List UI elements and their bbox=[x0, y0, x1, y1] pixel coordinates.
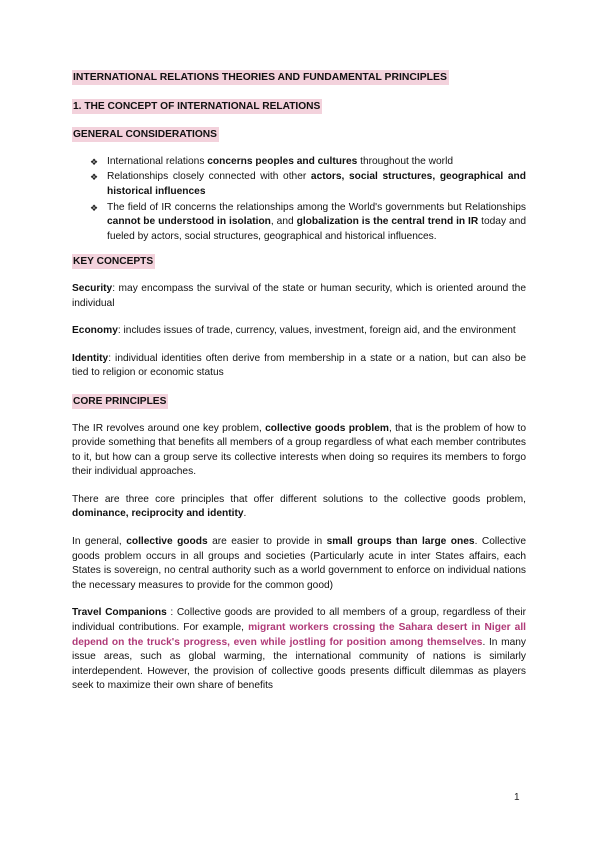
key-concept-identity: Identity: individual identities often derive from membership in a state or a nation, but can also be tied to religion or economic status bbox=[72, 352, 526, 379]
list-item: ❖ Relationships closely connected with other actors, social structures, geographical and historical influences bbox=[90, 171, 526, 197]
highlighted-example: migrant workers crossing the Sahara desert in Niger all depend on the truck's progress, even while jostling for position among themselves bbox=[72, 622, 526, 648]
page-content bbox=[72, 70, 526, 707]
page-number: 1 bbox=[514, 792, 520, 803]
key-concepts-heading: KEY CONCEPTS bbox=[73, 256, 154, 268]
list-item: ❖ The field of IR concerns the relationships among the World's governments but Relationships cannot be understood in isolation, and globalization is the central trend in IR today and fueled by actors, social structures, geographical and historical influences. bbox=[90, 201, 526, 242]
general-considerations-list bbox=[72, 155, 526, 245]
list-item: ❖ International relations concerns peoples and cultures throughout the world bbox=[90, 155, 526, 170]
core-paragraph-1: The IR revolves around one key problem, collective goods problem, that is the problem of how to provide something that benefits all members of a group regardless of what each member contributes to it, but how can a group serve its collective interests when doing so requires its members to forgo their individual approaches. bbox=[72, 422, 526, 478]
core-paragraph-4: Travel Companions : Collective goods are provided to all members of a group, regardless of their individual contributions. For example, migrant workers crossing the Sahara desert in Niger all depend on the truck's progress, even while jostling for position among themselves. In many issue areas, such as global warming, the international community of nations is similarly interdependent. However, the provision of collective goods presents difficult dilemmas as players seek to maximize their own share of benefits bbox=[72, 607, 526, 692]
key-concept-economy: Economy: includes issues of trade, currency, values, investment, foreign aid, and the environment bbox=[72, 325, 516, 337]
document-title: INTERNATIONAL RELATIONS THEORIES AND FUNDAMENTAL PRINCIPLES bbox=[73, 72, 447, 83]
core-paragraph-3: In general, collective goods are easier to provide in small groups than large ones. Collective goods problem occurs in all groups and societies (Particularly acute in inter States affairs, each States is sovereign, no central authority such as a world government to enforce on individual nations the necessary measures to provide for the common good) bbox=[72, 536, 526, 591]
core-paragraph-2: There are three core principles that offer different solutions to the collective goods problem, dominance, reciprocity and identity. bbox=[72, 493, 526, 520]
core-principles-heading: CORE PRINCIPLES bbox=[73, 395, 167, 407]
section-heading: 1. THE CONCEPT OF INTERNATIONAL RELATIONS bbox=[73, 100, 321, 112]
diamond-bullet-icon: ❖ bbox=[90, 202, 99, 213]
diamond-bullet-icon: ❖ bbox=[90, 172, 99, 183]
diamond-bullet-icon: ❖ bbox=[90, 156, 99, 167]
general-considerations-heading: GENERAL CONSIDERATIONS bbox=[73, 129, 217, 141]
key-concept-security: Security: may encompass the survival of the state or human security, which is oriented around the individual bbox=[72, 282, 526, 309]
